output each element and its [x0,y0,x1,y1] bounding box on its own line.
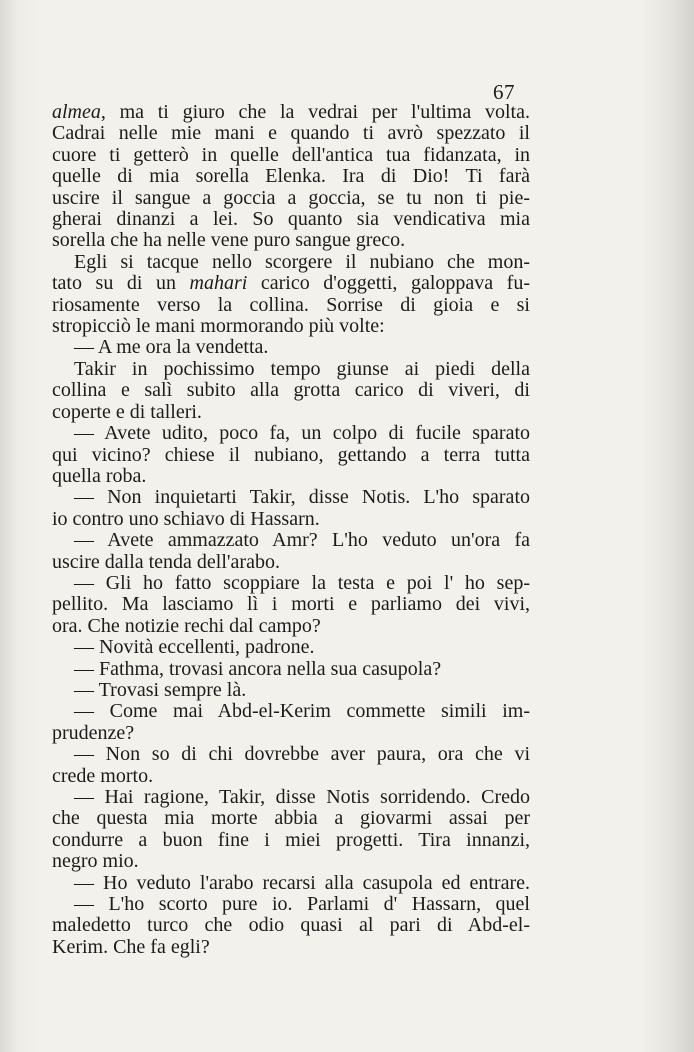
text-line: almea, ma ti giuro che la vedrai per l'ultima volta. [52,101,530,123]
text-line: qui vicino? chiese il nubiano, gettando a terra tutta [52,443,530,466]
text-line: collina e salì subito alla grotta carico di viveri, di [52,379,530,402]
text-line: uscire il sangue a goccia a goccia, se tu non ti pie- [52,186,530,209]
text-line: — Hai ragione, Takir, disse Notis sorridendo. Credo [74,786,530,808]
text-line: riosamente verso la collina. Sorrise di gioia e si [52,293,530,316]
text-line: — Come mai Abd-el-Kerim commette simili im- [74,700,530,723]
text-line: maledetto turco che odio quasi al pari di Abd-el- [52,914,530,937]
text-line: Egli si tacque nello scorgere il nubiano che mon- [74,250,530,273]
text-line: condurre a buon fine i miei progetti. Tira innanzi, [52,828,530,851]
text-line: coperte e di talleri. [52,400,202,423]
text-line: prudenze? [52,721,135,744]
text-line: uscire dalla tenda dell'arabo. [52,550,280,573]
text-line: negro mio. [52,850,139,873]
text-line: — Avete udito, poco fa, un colpo di fucile sparato [74,422,530,445]
text-line: cuore ti getterò in quelle dell'antica tua fidanzata, in [52,143,530,166]
text-line: ora. Che notizie rechi dal campo? [52,614,321,637]
text-line: io contro uno schiavo di Hassarn. [52,507,320,530]
text-line: — Non so di chi dovrebbe aver paura, ora che vi [74,743,530,766]
text-line: Kerim. Che fa egli? [52,935,210,958]
text-line: sorella che ha nelle vene puro sangue greco. [52,229,406,252]
text-line: — Ho veduto l'arabo recarsi alla casupola ed entrare. [74,871,530,894]
text-line: — Novità eccellenti, padrone. [74,636,315,659]
text-line: crede morto. [52,764,154,787]
text-line: stropicciò le mani mormorando più volte: [52,315,385,338]
text-line: gherai dinanzi a lei. So quanto sia vendicativa mia [52,208,530,231]
text-line: tato su di un mahari carico d'oggetti, galoppava fu- [52,272,530,295]
body-text [52,102,530,958]
page-number: 67 [493,80,515,104]
text-line: che questa mia morte abbia a giovarmi assai per [52,807,530,830]
text-line: quelle di mia sorella Elenka. Ira di Dio! Ti farà [52,165,530,188]
text-line: Takir in pochissimo tempo giunse ai piedi della [74,357,530,380]
text-line: — Non inquietarti Takir, disse Notis. L'ho sparato [74,486,530,509]
text-line: — L'ho scorto pure io. Parlami d' Hassarn, quel [74,893,530,916]
text-line: Cadrai nelle mie mani e quando ti avrò spezzato il [52,122,530,145]
text-line: — Gli ho fatto scoppiare la testa e poi l' ho sep- [74,571,530,594]
text-line: — Trovasi sempre là. [74,678,247,701]
text-line: — A me ora la vendetta. [74,336,269,359]
text-line: — Fathma, trovasi ancora nella sua casupola? [74,657,442,680]
text-line: pellito. Ma lasciamo lì i morti e parliamo dei vivi, [52,593,530,616]
text-line: quella roba. [52,464,147,487]
text-line: — Avete ammazzato Amr? L'ho veduto un'ora fa [74,529,530,552]
